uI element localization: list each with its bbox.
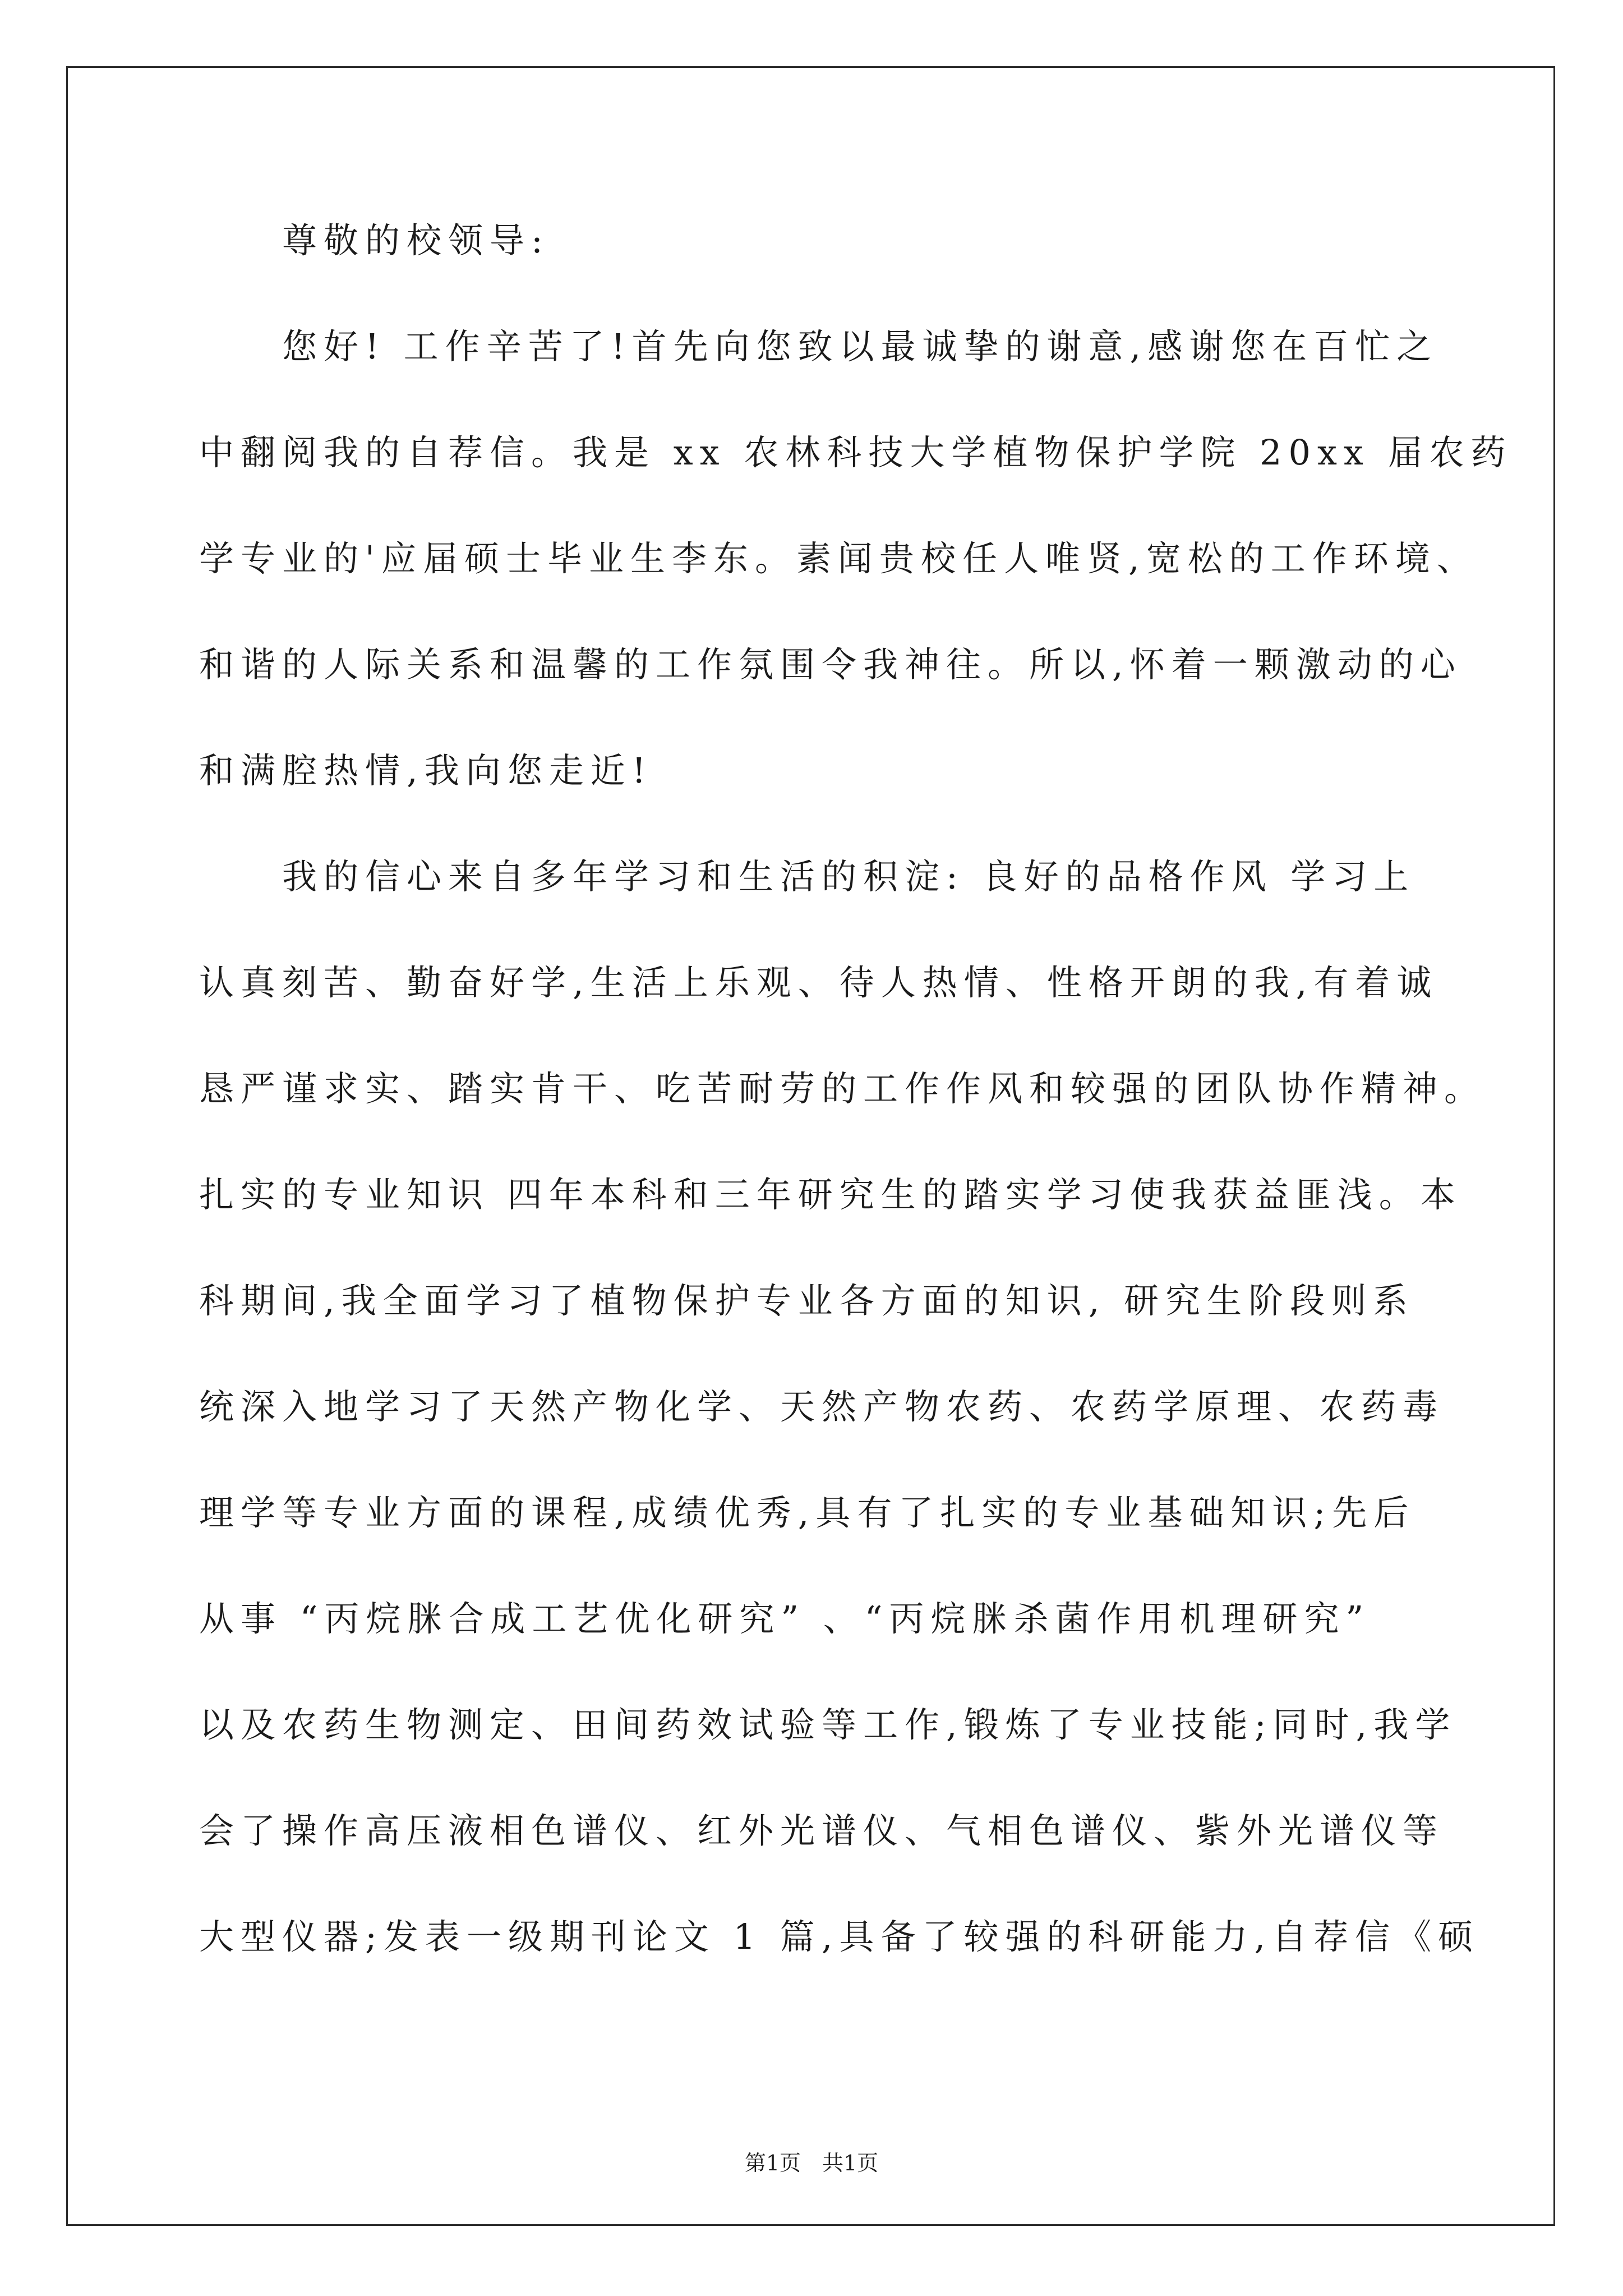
letter-line: 和谐的人际关系和温馨的工作氛围令我神往。所以,怀着一颗激动的心 (199, 644, 1462, 685)
letter-line: 扎实的专业知识 四年本科和三年研究生的踏实学习使我获益匪浅。本 (199, 1174, 1462, 1215)
letter-line: 会了操作高压液相色谱仪、红外光谱仪、气相色谱仪、紫外光谱仪等 (199, 1810, 1445, 1851)
letter-line: 大型仪器;发表一级期刊论文 1 篇,具备了较强的科研能力,自荐信《硕 (199, 1916, 1480, 1957)
letter-line: 中翻阅我的自荐信。我是 xx 农林科技大学植物保护学院 20xx 届农药 (199, 432, 1513, 473)
letter-line: 认真刻苦、勤奋好学,生活上乐观、待人热情、性格开朗的我,有着诚 (199, 962, 1438, 1003)
page-border (66, 66, 1555, 2226)
letter-line: 统深入地学习了天然产物化学、天然产物农药、农药学原理、农药毒 (199, 1386, 1445, 1427)
letter-line: 我的信心来自多年学习和生活的积淀: 良好的品格作风 学习上 (199, 856, 1415, 897)
letter-line: 理学等专业方面的课程,成绩优秀,具有了扎实的专业基础知识;先后 (199, 1492, 1415, 1533)
letter-line: 和满腔热情,我向您走近! (199, 750, 653, 791)
page-footer: 第1页 共1页 (744, 2151, 879, 2175)
letter-line: 尊敬的校领导: (199, 220, 550, 261)
letter-line: 恳严谨求实、踏实肯干、吃苦耐劳的工作作风和较强的团队协作精神。 (199, 1068, 1486, 1109)
letter-line: 您好! 工作辛苦了!首先向您致以最诚挚的谢意,感谢您在百忙之 (199, 326, 1438, 367)
letter-line: 以及农药生物测定、田间药效试验等工作,锻炼了专业技能;同时,我学 (199, 1704, 1457, 1745)
letter-line: 科期间,我全面学习了植物保护专业各方面的知识, 研究生阶段则系 (199, 1280, 1415, 1321)
letter-line: 从事 “丙烷脒合成工艺优化研究” 、“丙烷脒杀菌作用机理研究” (199, 1598, 1371, 1639)
letter-line: 学专业的'应届硕士毕业生李东。素闻贵校任人唯贤,宽松的工作环境、 (199, 538, 1478, 579)
